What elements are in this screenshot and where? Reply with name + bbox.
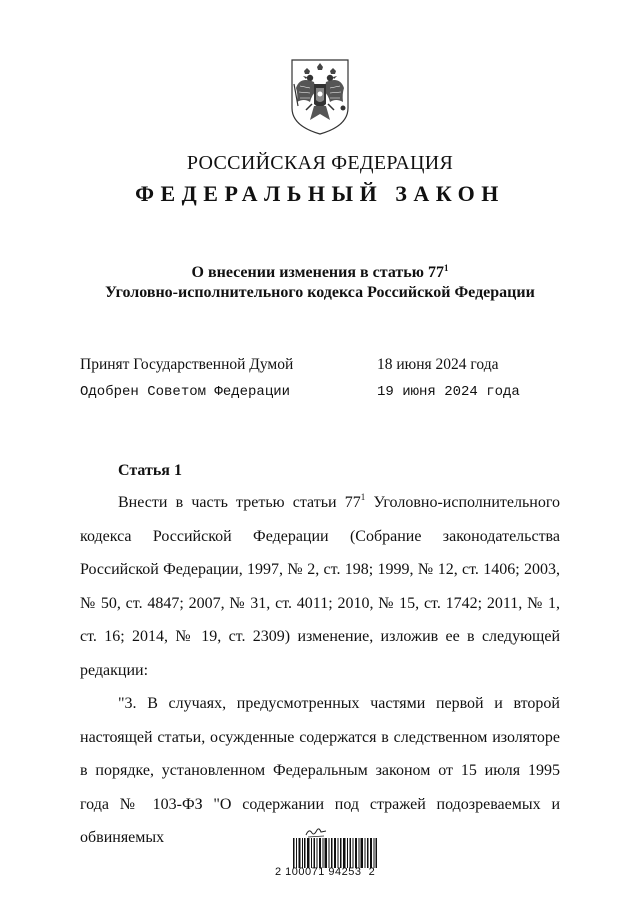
law-title	[0, 263, 640, 303]
law-title-line-2: Уголовно-исполнительного кодекса Российской Федерации	[105, 284, 535, 301]
country-name: РОССИЙСКАЯ ФЕДЕРАЦИЯ	[186, 152, 454, 174]
paragraph-1-superscript: 1	[360, 492, 366, 502]
paragraph-1-start: Внести в часть третью статьи 77	[118, 494, 361, 511]
adopted-date: 18 июня 2024 года	[377, 356, 499, 373]
document-type: ФЕДЕРАЛЬНЫЙ ЗАКОН	[135, 181, 505, 206]
paragraph-1-rest: Уголовно-исполнительного кодекса Российской Федерации (Собрание законодательства Российской Федерации, 1997, № 2, ст. 198; 1999, № 12, ст. 1406; 2003, № 50, ст. 4847; 2007, № 31, ст. 4011; 2010, № 15, ст. 1742; 2011, № 1, ст. 16; 2014, № 19, ст. 2309) изменение, изложив ее в следующей редакции:	[80, 494, 560, 679]
handwritten-mark-icon	[305, 826, 327, 838]
law-title-line-1	[0, 263, 640, 283]
approved-date: 19 июня 2024 года	[377, 384, 520, 400]
article-heading: Статья 1	[118, 462, 182, 479]
barcode-icon	[293, 838, 377, 868]
approved-label: Одобрен Советом Федерации	[80, 384, 291, 400]
law-title-text: О внесении изменения в статью 77	[191, 264, 444, 281]
article-paragraph-1	[80, 486, 560, 687]
law-title-superscript: 1	[443, 263, 449, 273]
barcode-number: 2 100071 94253 2	[275, 866, 376, 878]
article-paragraph-2: "3. В случаях, предусмотренных частями первой и второй настоящей статьи, осужденные содержатся в следственном изоляторе в порядке, установленном Федеральным законом от 15 июля 1995 года № 103-ФЗ "О содержании под стражей подозреваемых и обвиняемых	[80, 695, 560, 846]
coat-of-arms-emblem-icon	[288, 58, 352, 136]
article-body	[80, 486, 560, 855]
adopted-label: Принят Государственной Думой	[80, 356, 294, 373]
